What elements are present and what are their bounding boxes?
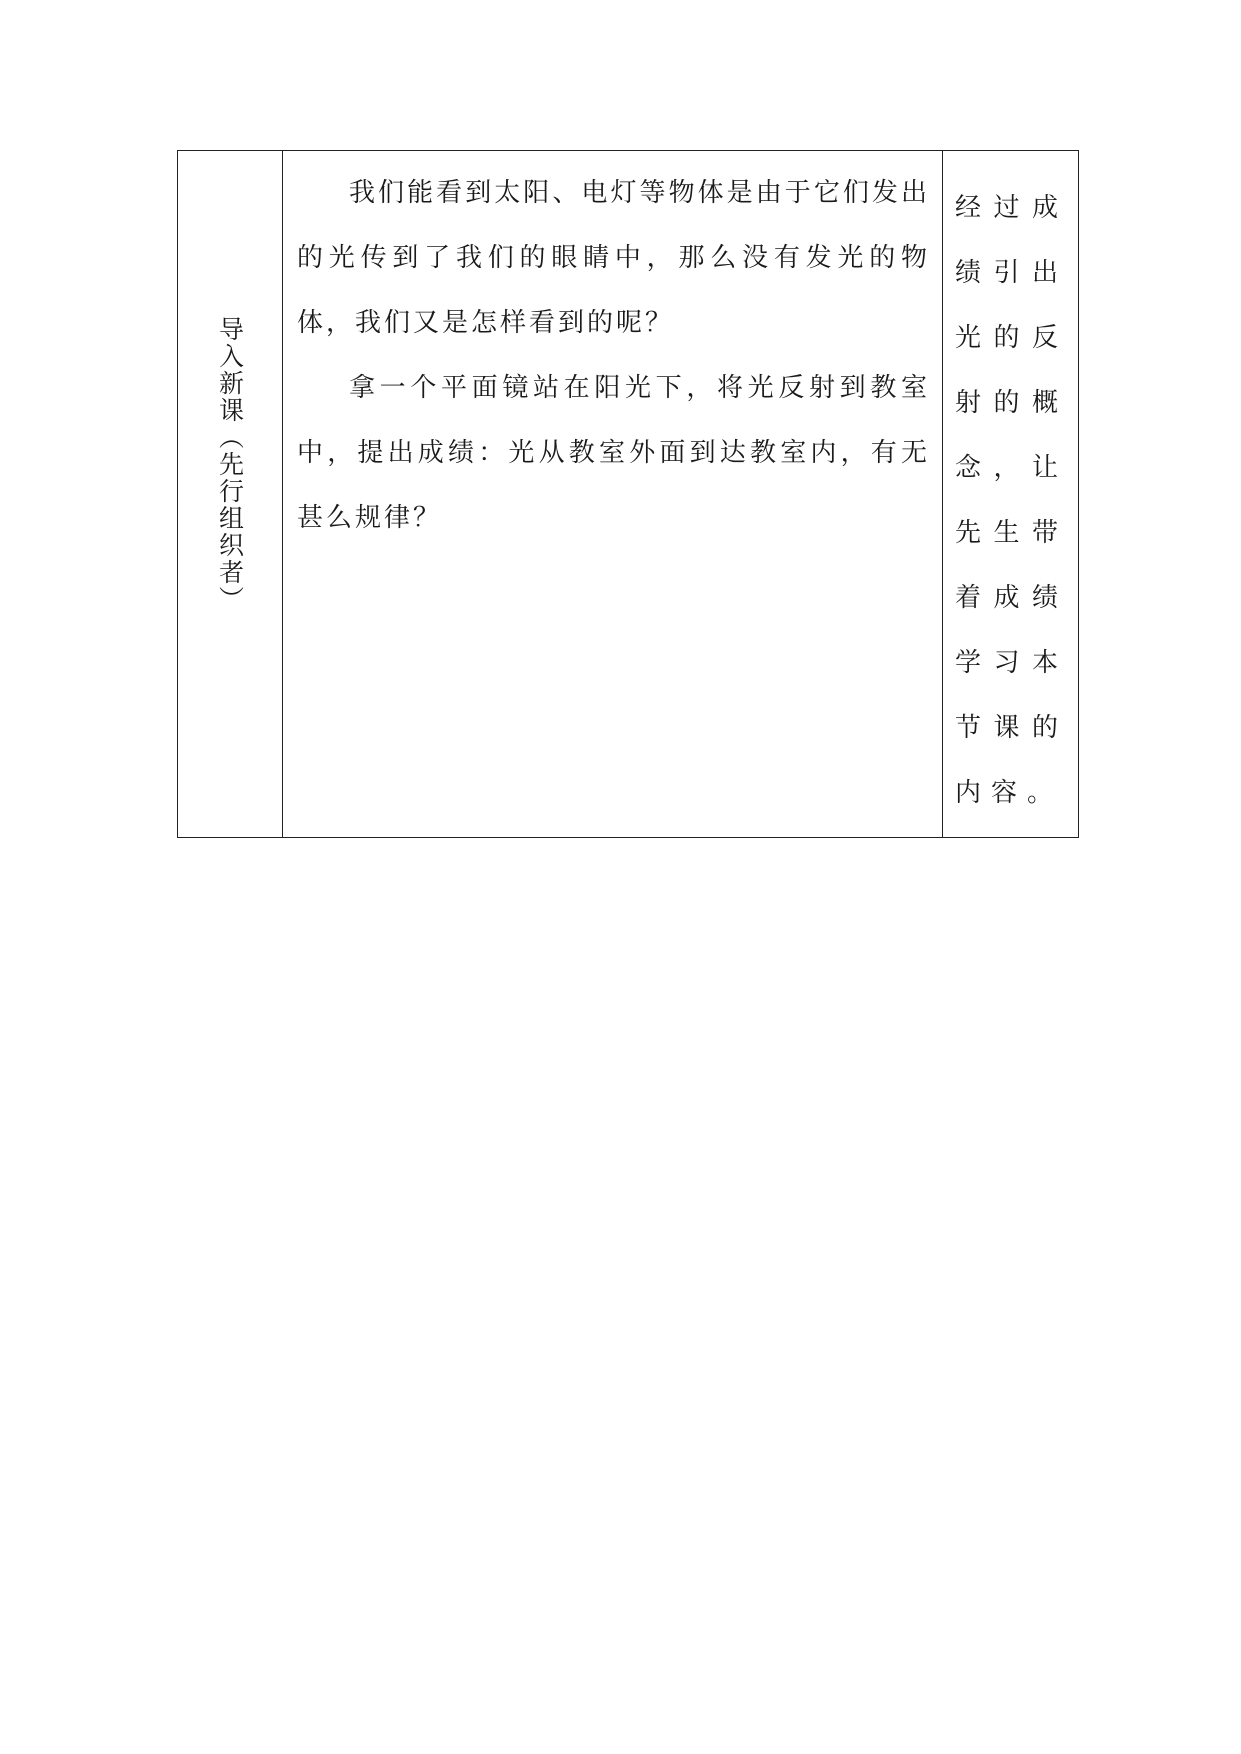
content-paragraph-2: 拿一个平面镜站在阳光下，将光反射到教室中，提出成绩：光从教室外面到达教室内，有无甚么规律？ (297, 373, 930, 533)
design-note-cell (943, 151, 1078, 837)
content-cell (283, 151, 943, 837)
lesson-plan-table (177, 150, 1079, 838)
content-paragraph-1: 我们能看到太阳、电灯等物体是由于它们发出的光传到了我们的眼睛中，那么没有发光的物体，我们又是怎样看到的呢？ (297, 178, 930, 338)
section-label: 导入新课（先行组织者） (215, 315, 245, 613)
design-note: 经过成绩引出光的反射的概念，让先生带着成绩学习本节课的内容。 (955, 193, 1068, 808)
section-label-cell (178, 151, 283, 837)
